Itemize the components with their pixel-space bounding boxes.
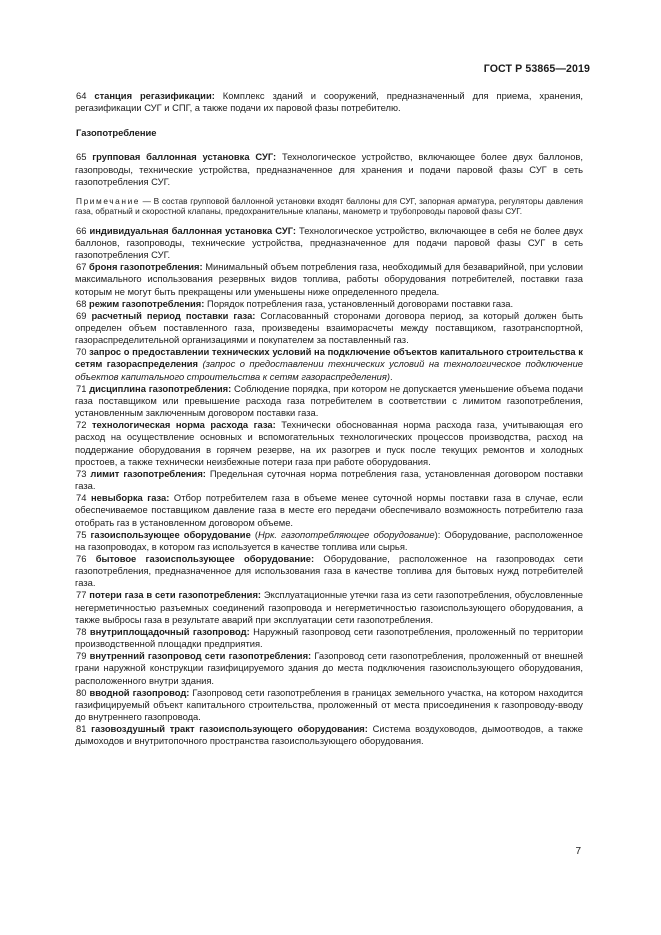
entry-text: Технически обоснованная норма расхода газа, учитывающая его расход на осуществление основных и вспомогательных технологических процессов производства, расход на поддержание оборудования в горячем резерве, на их разогрев и пуск после текущих ремонтов и холодных простоев, а также технически неизбежные потери газа при работе оборудования.	[75, 419, 583, 467]
entry-number: 65	[76, 151, 87, 163]
note-label: Примечание	[76, 195, 141, 206]
entry-term: внутренний газопровод сети газопотребления:	[89, 650, 312, 662]
entry-term: станция регазификации:	[94, 90, 215, 101]
entry-76	[75, 553, 583, 589]
entry-number: 70	[76, 346, 87, 358]
entry-text: Предельная суточная норма потребления газа, установленная договором поставки газа.	[75, 467, 584, 492]
entry-number: 78	[76, 625, 87, 637]
entry-text: .	[390, 370, 393, 382]
entry-number: 66	[76, 224, 87, 236]
entry-text: Соблюдение порядка, при котором не допускается уменьшение объема подачи газа поставщиком или превышение расхода газа потребителем в соответствии с лимитом газопотребления, установленным заключенным договором поставки газа.	[75, 382, 583, 419]
entry-number: 79	[76, 650, 87, 662]
entry-term: запрос о предоставлении технических условий на подключение объектов капитального строительства к сетям газораспределения	[75, 346, 583, 370]
entry-term: потери газа в сети газопотребления:	[89, 589, 262, 601]
entry-term: групповая баллонная установка СУГ:	[92, 151, 277, 163]
entry-term: технологическая норма расхода газа:	[91, 419, 276, 431]
entry-number: 76	[76, 552, 87, 564]
entry-69	[75, 310, 583, 346]
entry-71	[75, 383, 583, 419]
page-content	[75, 90, 583, 747]
entry-number: 67	[76, 261, 87, 273]
entry-number: 74	[76, 492, 87, 504]
section-title: Газопотребление	[76, 127, 157, 139]
note-text: — В состав групповой баллонной установки входят баллоны для СУГ, запорная арматура, регуляторы давления газа, обратный и скоростной клапаны, предохранительные клапаны, манометр и трубопроводы паровой фазы СУГ.	[75, 195, 583, 217]
note	[75, 196, 583, 217]
entry-term: невыборка газа:	[90, 492, 170, 504]
entry-text: Отбор потребителем газа в объеме менее суточной нормы поставки газа в случае, если обеспечиваемое поставщиком давление газа в месте его передачи обеспечивало возможность потребителю газа отобрать газ в установленном договором объеме.	[75, 492, 583, 528]
entry-64	[75, 90, 583, 114]
entry-number: 71	[76, 382, 87, 394]
entry-text: Минимальный объем потребления газа, необходимый для безаварийной, при условии максимального использования резервных видов топлива, работы оборудования потребителей, поставки газа которым не могут быть прекращены или уменьшены ниже определенного предела.	[75, 261, 583, 297]
entry-65	[75, 151, 583, 187]
entry-term: расчетный период поставки газа:	[91, 309, 256, 321]
entry-term: вводной газопровод:	[89, 686, 190, 698]
entry-alt-term: Нрк. газопотребляющее оборудование	[257, 528, 435, 540]
entry-80	[75, 687, 583, 723]
entry-term: бытовое газоиспользующее оборудование:	[95, 552, 315, 564]
entry-text: Порядок потребления газа, установленный договорами поставки газа.	[204, 297, 514, 309]
entry-number: 64	[76, 90, 87, 101]
entry-number: 75	[76, 528, 87, 540]
entry-number: 68	[76, 297, 87, 309]
entry-68	[75, 298, 583, 310]
entry-text: Наружный газопровод сети газопотребления, проложенный по территории производственной площадки предприятия.	[75, 625, 583, 650]
entry-term: режим газопотребления:	[89, 297, 205, 309]
entry-alt-term: (запрос о предоставлении технических условий на технологическое подключение объектов капитального строительства к сетям газораспределения)	[75, 358, 583, 382]
entry-text: Эксплуатационные утечки газа из сети газопотребления, обусловленные негерметичностью разъемных соединений газопровода и негерметичностью газоиспользующего оборудования, а также выбросы газа в результате аварий при эксплуатации сети газопотребления.	[75, 589, 584, 625]
entry-text: Газопровод сети газопотребления в границах земельного участка, на котором находится газифицируемый объект капитального строительства, проложенный от места присоединения к газопроводу-вводу до внутреннего газопровода.	[75, 686, 584, 722]
entry-74	[75, 492, 583, 528]
entry-text: Газопровод сети газопотребления, проложенный от внешней грани наружной конструкции газифицируемого здания до места подключения газоиспользующего оборудования, расположенного внутри здания.	[75, 650, 583, 686]
entry-text: Технологическое устройство, включающее в себя не более двух баллонов, газопроводы, технические устройства, предназначенное для подачи паровой фазы СУГ в сеть газопотребления СУГ.	[75, 224, 583, 261]
entry-78	[75, 626, 583, 650]
entry-text: Комплекс зданий и сооружений, предназначенный для приема, хранения, регазификации СУГ и СПГ, а также подачи их паровой фазы потребителю.	[75, 90, 584, 114]
entry-72	[75, 419, 583, 468]
entry-number: 80	[76, 686, 87, 698]
entry-text: Система воздуховодов, дымоотводов, а также дымоходов и внутритопочного пространства газоиспользующего оборудования.	[75, 723, 583, 747]
entry-number: 73	[76, 467, 87, 479]
entry-term: газоиспользующее оборудование	[90, 528, 251, 540]
standard-header: ГОСТ Р 53865—2019	[483, 63, 590, 75]
entry-77	[75, 589, 583, 625]
entry-term: газовоздушный тракт газоиспользующего оборудования:	[91, 723, 368, 735]
entry-79	[75, 650, 583, 686]
entry-term: индивидуальная баллонная установка СУГ:	[89, 224, 297, 236]
entry-text: Технологическое устройство, включающее более двух баллонов, газопроводы, технические устройства, предназначенное для хранения и подачи паровой фазы СУГ в сеть газопотребления СУГ.	[75, 151, 583, 187]
entry-number: 77	[76, 589, 87, 601]
entry-alt-close: ):	[434, 528, 441, 540]
entry-term: броня газопотребления:	[89, 261, 203, 273]
entry-text: Оборудование, расположенное на газопроводах, в котором газ используется в качестве топлива или сырья.	[75, 528, 584, 552]
entry-text: Согласованный сторонами договора период, за который должен быть определен объем поставленного газа, произведены взаиморасчеты между поставщиком, газотранспортной, газораспределительной организациями и покупателем за поставленный газ.	[75, 309, 583, 346]
entry-70	[75, 346, 583, 382]
page-number: 7	[575, 846, 581, 857]
entry-73	[75, 468, 583, 492]
entry-67	[75, 261, 583, 297]
entry-81	[75, 723, 583, 747]
entry-number: 81	[76, 723, 87, 735]
entry-75	[75, 529, 583, 553]
entry-term: лимит газопотребления:	[90, 467, 206, 479]
entry-text: Оборудование, расположенное на газопроводах сети газопотребления, предназначенное для использования газа в качестве топлива для бытовых нужд потребителей газа.	[75, 552, 583, 589]
entry-term: внутриплощадочный газопровод:	[89, 625, 250, 637]
entry-number: 72	[76, 419, 87, 431]
entry-alt-open: (	[250, 528, 258, 540]
entry-term: дисциплина газопотребления:	[89, 382, 232, 394]
entry-66	[75, 225, 583, 261]
entry-number: 69	[76, 309, 87, 321]
